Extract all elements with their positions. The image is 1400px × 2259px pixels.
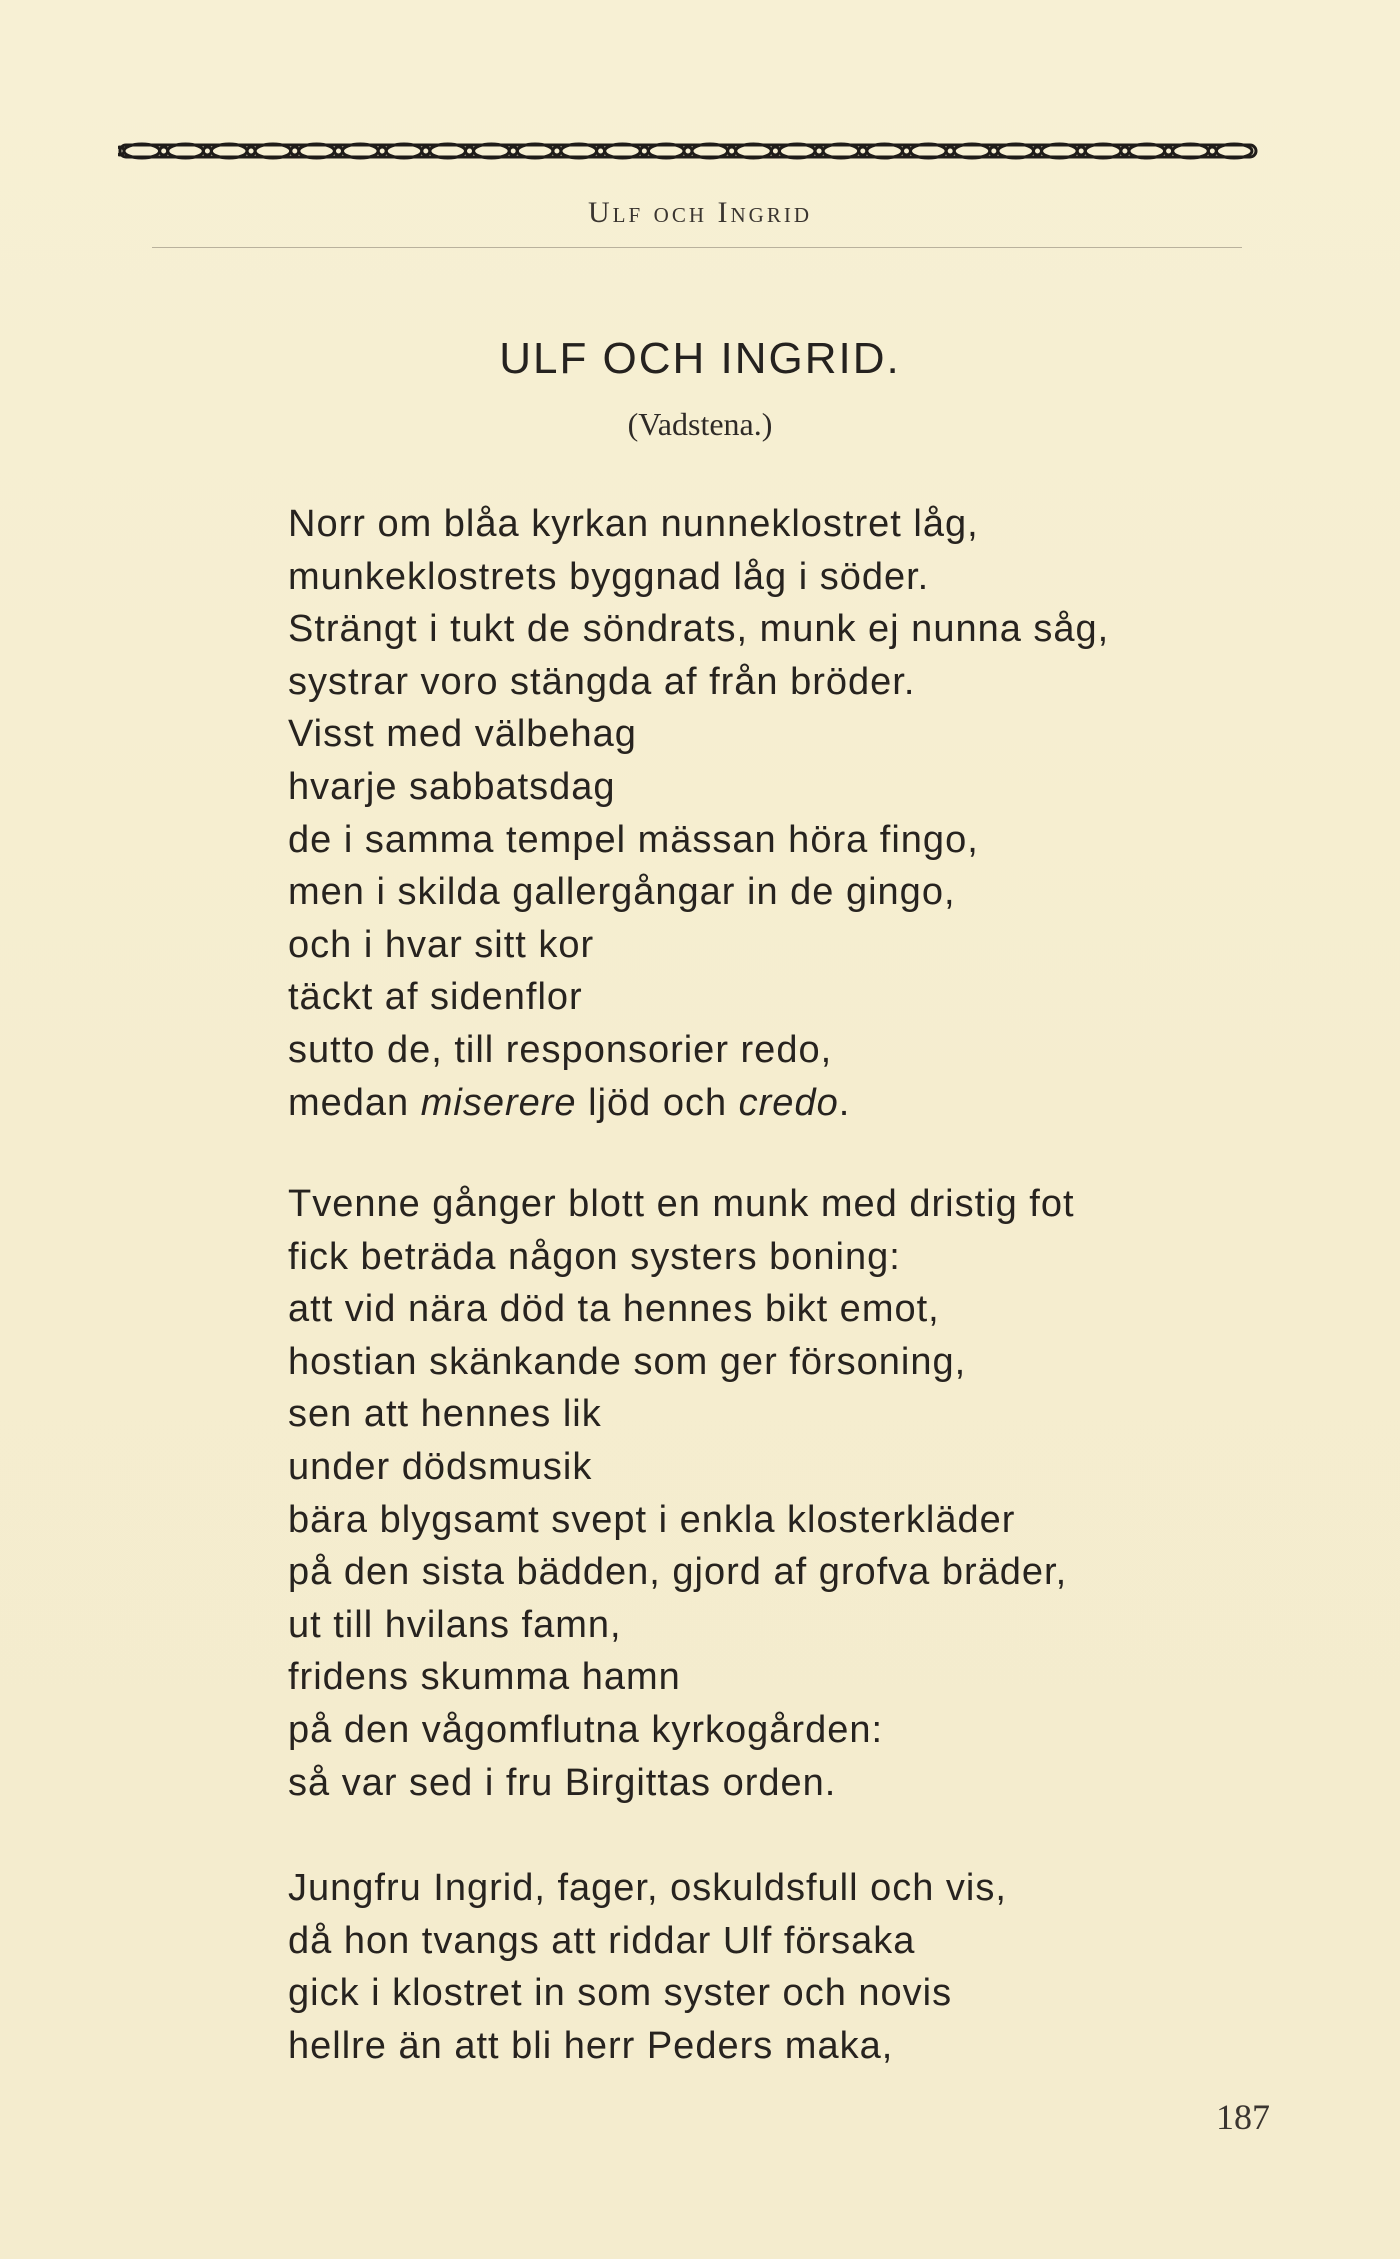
verse-line: men i skilda gallergångar in de gingo, bbox=[288, 871, 956, 914]
verse-line: Tvenne gånger blott en munk med dristig fot bbox=[288, 1183, 1075, 1225]
poem-title: ULF OCH INGRID. bbox=[499, 334, 901, 383]
verse-text: medan bbox=[288, 1081, 421, 1124]
stanza-1 bbox=[288, 498, 1109, 1129]
verse-line: sutto de, till responsorier redo, bbox=[288, 1028, 833, 1071]
verse-line: de i samma tempel mässan höra fingo, bbox=[288, 818, 979, 861]
verse-line: fick beträda någon systers boning: bbox=[288, 1235, 901, 1278]
stanza-2 bbox=[288, 1178, 1075, 1809]
verse-line: att vid nära död ta hennes bikt emot, bbox=[288, 1288, 940, 1331]
verse-line: sen att hennes lik bbox=[288, 1393, 602, 1436]
chain-ornament bbox=[118, 140, 1258, 162]
verse-line: på den sista bädden, gjord af grofva bräder, bbox=[288, 1551, 1068, 1594]
verse-line: Norr om blåa kyrkan nunneklostret låg, bbox=[288, 503, 979, 545]
stanza-3 bbox=[288, 1862, 1007, 2072]
verse-line: och i hvar sitt kor bbox=[288, 923, 595, 966]
verse-line: hvarje sabbatsdag bbox=[288, 765, 616, 808]
verse-line: hostian skänkande som ger försoning, bbox=[288, 1340, 967, 1383]
verse-line: gick i klostret in som syster och novis bbox=[288, 1972, 953, 2015]
running-head bbox=[0, 196, 1400, 230]
verse-line: på den vågomflutna kyrkogården: bbox=[288, 1708, 884, 1751]
verse-line: Jungfru Ingrid, fager, oskuldsfull och vis, bbox=[288, 1867, 1007, 1909]
verse-line bbox=[288, 1077, 1109, 1130]
verse-line: hellre än att bli herr Peders maka, bbox=[288, 2024, 894, 2067]
page-number: 187 bbox=[1216, 2097, 1270, 2137]
running-head-text: Ulf och Ingrid bbox=[588, 196, 812, 229]
verse-line: munkeklostrets byggnad låg i söder. bbox=[288, 555, 930, 598]
latin-term: credo bbox=[738, 1081, 839, 1124]
verse-text: . bbox=[838, 1081, 851, 1124]
verse-line: fridens skumma hamn bbox=[288, 1656, 681, 1699]
verse-line: täckt af sidenflor bbox=[288, 976, 583, 1019]
verse-line: Visst med välbehag bbox=[288, 713, 637, 756]
verse-line: systrar voro stängda af från bröder. bbox=[288, 660, 916, 703]
verse-line: bära blygsamt svept i enkla klosterkläder bbox=[288, 1498, 1016, 1541]
poem-subtitle: (Vadstena.) bbox=[627, 406, 773, 442]
header-rule bbox=[152, 247, 1242, 248]
verse-line: så var sed i fru Birgittas orden. bbox=[288, 1761, 837, 1804]
verse-line: ut till hvilans famn, bbox=[288, 1603, 622, 1646]
verse-line: under dödsmusik bbox=[288, 1445, 593, 1488]
verse-line: då hon tvangs att riddar Ulf försaka bbox=[288, 1919, 916, 1962]
latin-term: miserere bbox=[420, 1081, 577, 1124]
verse-text: ljöd och bbox=[576, 1081, 739, 1124]
verse-line: Strängt i tukt de söndrats, munk ej nunna såg, bbox=[288, 608, 1110, 651]
